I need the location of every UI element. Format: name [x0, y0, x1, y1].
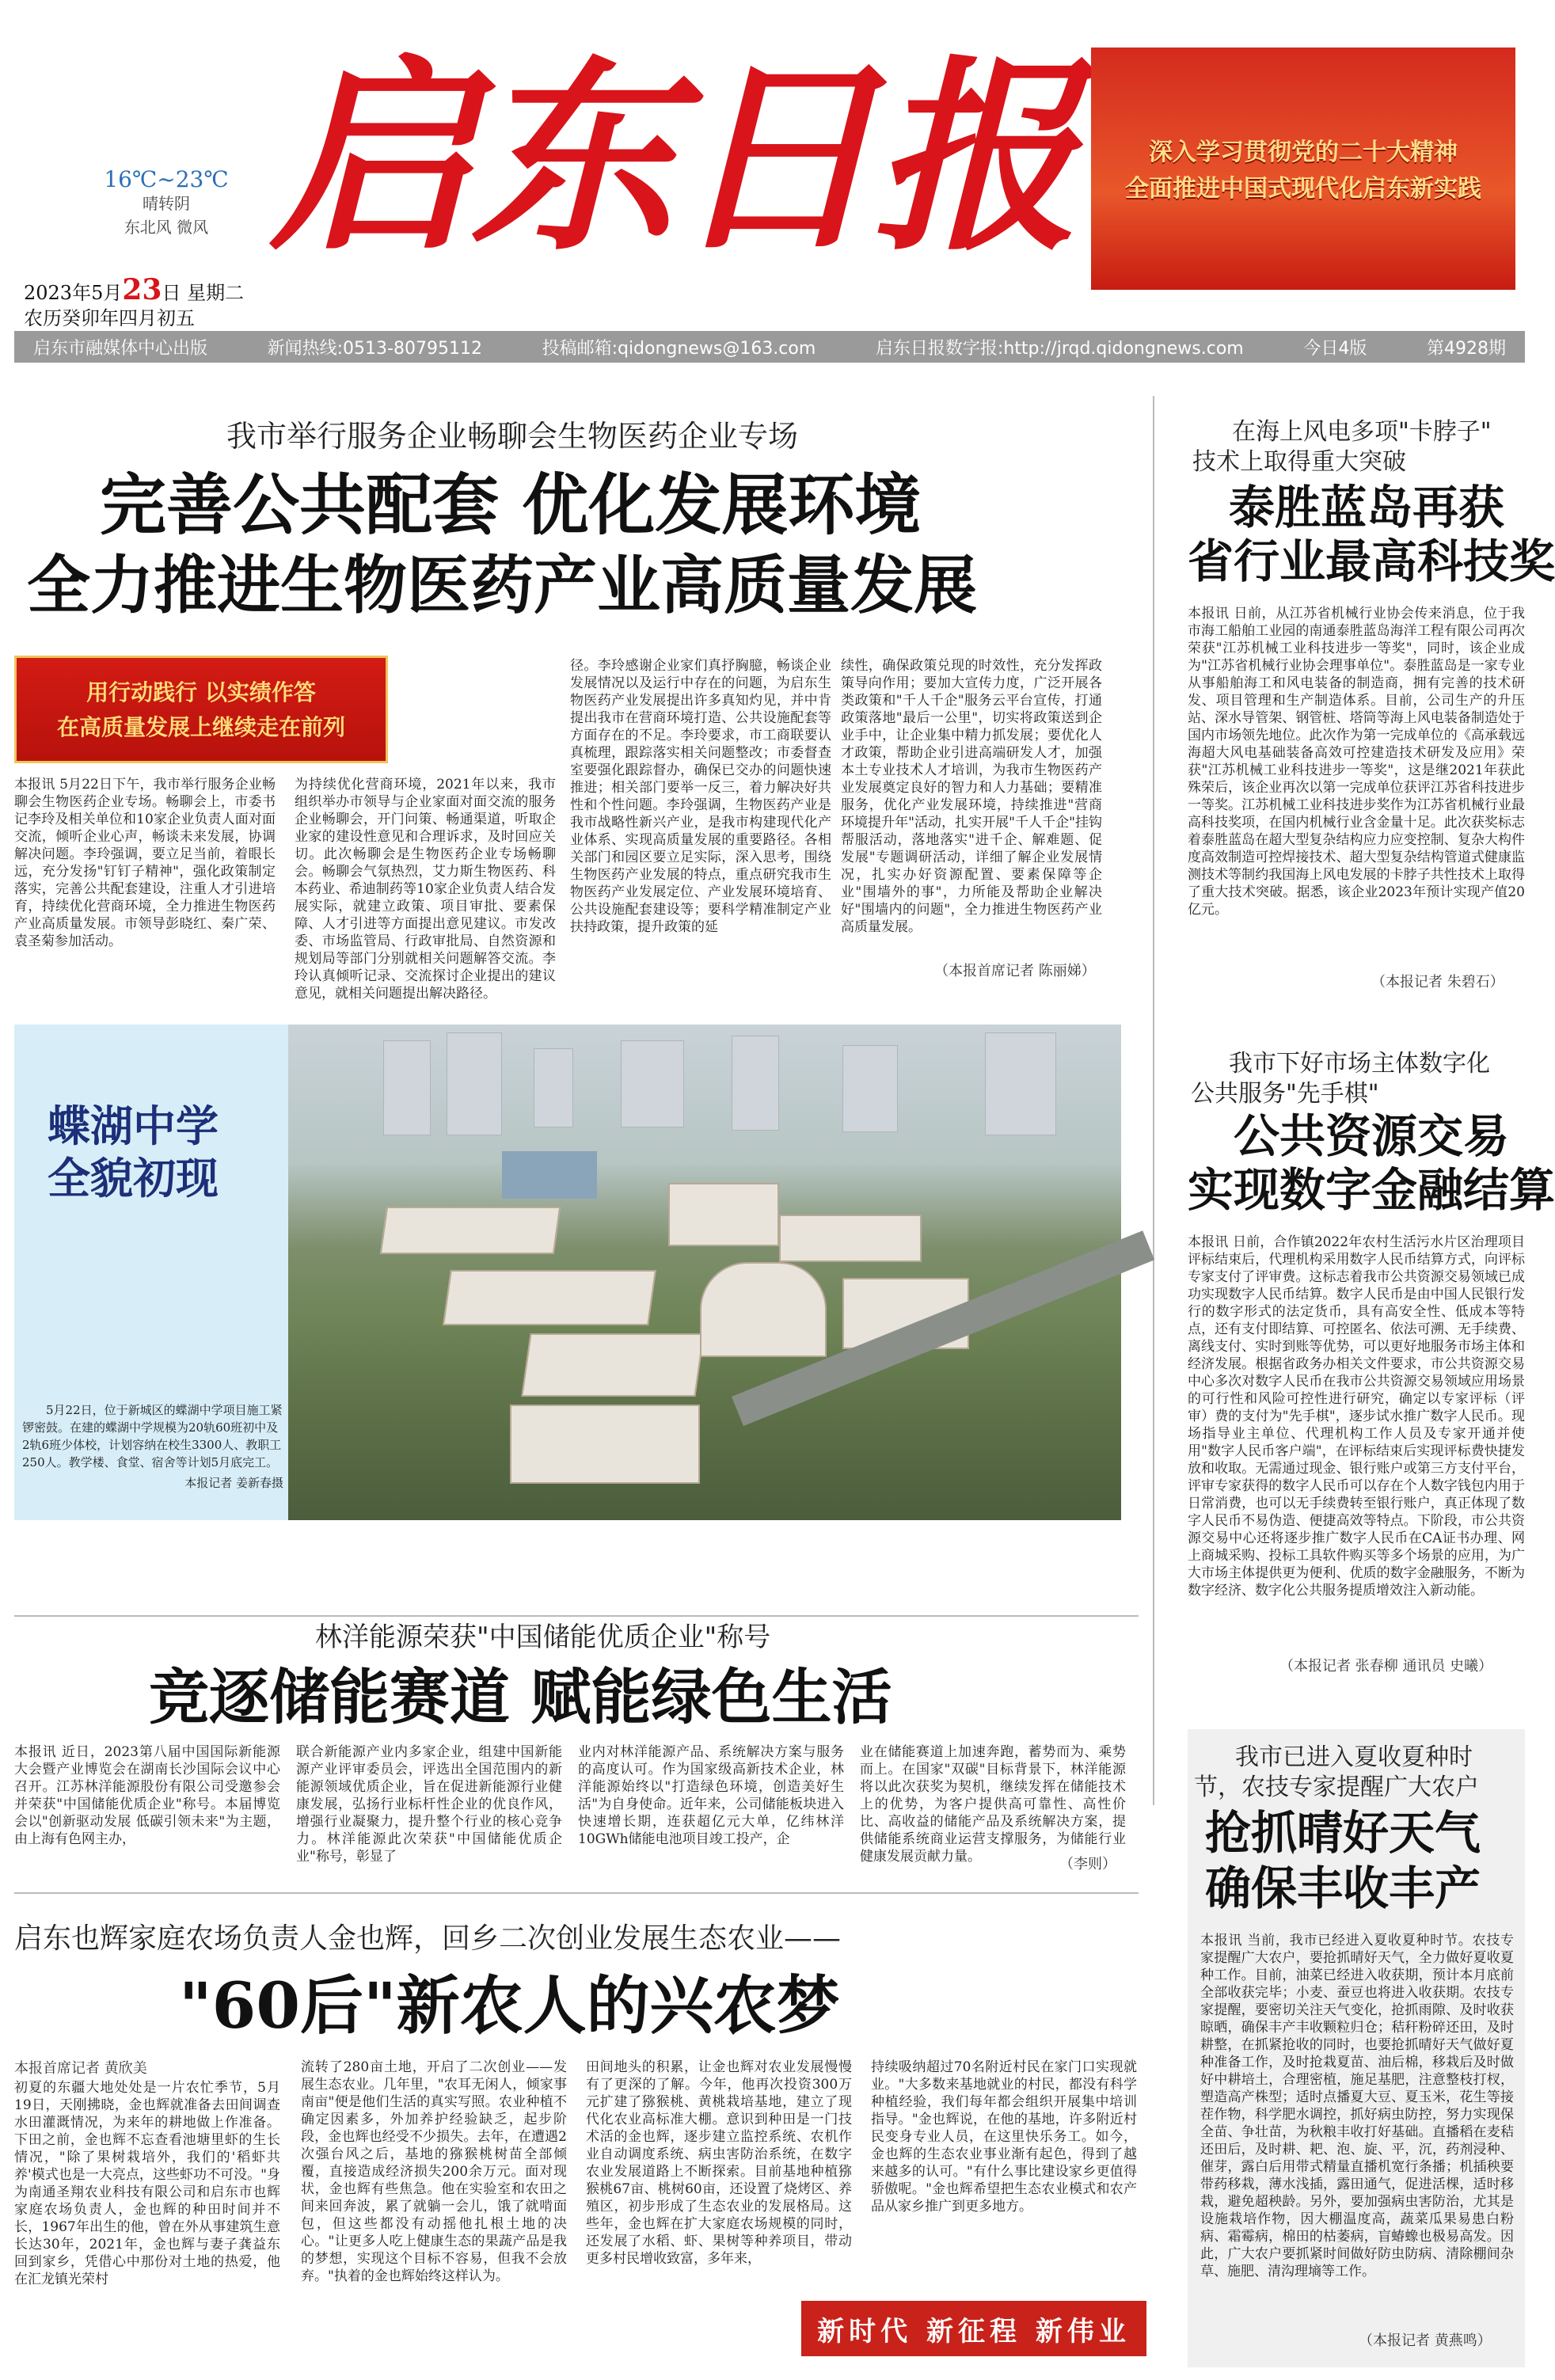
- newspaper-masthead: 启东日报: [269, 37, 1074, 279]
- story4-col-4: 持续吸纳超过70名附近村民在家门口实现就业。"大多数来基地就业的村民，都没有科学种植经验，我们每年都会组织开展集中培训指导。"金也辉说，在他的基地，许多附近村民变身专业人员，在这里快乐务工。如今，金也辉的生态农业事业渐有起色，得到了越来越多的认可。"有什么事比建设家乡更值得骄傲呢。"金也辉希望把生态农业模式和农产品从家乡推广到更多地方。: [871, 2059, 1137, 2215]
- photo-credit: 本报记者 姜新春摄: [184, 1476, 283, 1490]
- right3-kicker-2: 节，农技专家提醒广大农户: [1194, 1774, 1479, 1801]
- story3-byline: （李则）: [1059, 1856, 1116, 1872]
- page-count: 今日4版: [1303, 338, 1367, 359]
- photo-caption-text: 5月22日，位于新城区的蝶湖中学项目施工紧锣密鼓。在建的蝶湖中学规模为20轨60班初中及2轨6班少体校，计划容纳在校生3300人、教职工250人。教学楼、食堂、宿舍等计划5月底完工。: [22, 1403, 283, 1469]
- right3-byline: （本报记者 黄燕鸣）: [1359, 2332, 1492, 2349]
- lead-col-3: 径。李玲感谢企业家们真抒胸臆，畅谈企业发展情况以及运行中存在的问题，为启东生物医药产业发展提出许多真知灼见，并中肯提出我市在营商环境打造、公共设施配套等方面存在的不足。李玲要求，市工商联要认真梳理，跟踪落实相关问题整改；市委督查室要强化跟踪督办，确保已交办的问题快速推进；相关部门要举一反三，着力解决好共性和个性问题。李玲强调，生物医药产业是我市战略性新兴产业，是我市构建现代化产业体系、实现高质量发展的重要路径。各相关部门和园区要立足实际，深入思考，围绕生物医药产业发展的特点，重点研究我市生物医药产业发展定位、产业发展环境培育、公共设施配套建设等；要科学精准制定产业扶持政策，提升政策的延: [570, 658, 831, 935]
- date-day: 23: [122, 273, 162, 306]
- slogan-box: [14, 656, 388, 763]
- photo-title: [48, 1101, 219, 1205]
- column-divider: [1153, 396, 1154, 1805]
- slogan-banner: [1091, 48, 1515, 290]
- story3-col-4: 业在储能赛道上加速奔跑，蓄势而为、乘势而上。在国家"双碳"目标背景下，林洋能源将以此次获奖为契机，继续发挥在储能技术上的优势，为客户提供高可靠性、高性价比、高收益的储能产品及系统解决方案，提供储能系统商业运营支撑服务，为储能行业健康发展贡献力量。: [860, 1744, 1126, 1865]
- story3-headline: 竞逐储能赛道 赋能绿色生活: [149, 1662, 892, 1732]
- contact-email: 投稿邮箱:qidongnews@163.com: [542, 338, 816, 359]
- story3-col-2: 联合新能源产业内多家企业，组建中国新能源产业评审委员会，评选出全国范围内的新能源领域优质企业，旨在促进新能源行业健康发展，弘扬行业标杆性企业的优良作风，增强行业凝聚力，提升整个行业的核心竞争力。林洋能源此次荣获"中国储能优质企业"称号，彰显了: [296, 1744, 562, 1865]
- banner-line-1: 深入学习贯彻党的二十大精神: [1149, 139, 1458, 166]
- weather-box: [83, 168, 249, 239]
- right1-kicker-2: 技术上取得重大突破: [1192, 448, 1406, 476]
- date-box: [24, 273, 245, 331]
- lead-col-4: 续性，确保政策兑现的时效性，充分发挥政策导向作用；要加大宣传力度，广泛开展各类政策和"千人千企"服务云平台宣传，打通政策落地"最后一公里"，切实将政策送到企业手中，让企业集中精力抓发展；要优化人才政策，帮助企业引进高端研发人才，加强本土专业技术人才培训，为我市生物医药产业发展奠定良好的智力和人力基础；要精准服务，优化产业发展环境，持续推进"营商环境提升年"活动，扎实开展"千人千企"挂钩帮服活动，落地落实"进千企、解难题、促发展"专题调研活动，详细了解企业发展情况，扎实办好资源配置、要素保障等企业"围墙外的事"，力所能及帮助企业解决好"围墙内的问题"，全力推进生物医药产业高质量发展。: [841, 658, 1102, 935]
- right1-headline-1: 泰胜蓝岛再获: [1229, 481, 1505, 534]
- lead-headline-2: 全力推进生物医药产业高质量发展: [27, 549, 977, 622]
- section-divider-2: [14, 1892, 1139, 1894]
- lead-col-2-top: [295, 776, 556, 1002]
- lead-col-1: 本报讯 5月22日下午，我市举行服务企业畅聊会生物医药企业专场。畅聊会上，市委书记李玲及相关单位和10家企业负责人面对面交流，倾听企业心声，畅谈未来发展，协调解决问题。李玲强调，要立足当前，着眼长远，充分发扬"钉钉子精神"，强化政策制定落实，完善公共配套建设，注重人才引进培育，持续优化营商环境，全力推进生物医药产业高质量发展。市领导彭晓红、秦广荣、袁圣菊参加活动。: [14, 777, 276, 949]
- photo-title-2: 全貌初现: [48, 1154, 219, 1203]
- right2-body: 本报讯 日前，合作镇2022年农村生活污水片区治理项目评标结束后，代理机构采用数字人民币结算方式，向评标专家支付了评审费。这标志着我市公共资源交易领域已成功实现数字人民币结算。数字人民币是由中国人民银行发行的数字形式的法定货币，具有高安全性、低成本等特点，还有支付即结算、可控匿名、依法可溯、无手续费、离线支付、实时到账等优势，可以更好地服务市场主体和经济发展。根据省政务办相关文件要求，市公共资源交易中心多次对数字人民币在我市公共资源交易领域应用场景的可行性和风险可控性进行研究，确定以专家评标（评审）费的支付为"先手棋"，逐步试水推广数字人民币。现场指导业主单位、代理机构工作人员及专家开通并使用"数字人民币客户端"，在评标结束后实现评标费快捷发放和收取。无需通过现金、银行账户或第三方支付平台，评审专家获得的数字人民币可以存在个人数字钱包内用于日常消费，也可以无手续费转至银行账户，真正体现了数字人民币不易伪造、便捷高效等特点。下阶段，市公共资源交易中心还将逐步推广数字人民币在CA证书办理、网上商城采购、投标工具软件购买等多个场景的应用，为广大市场主体提供更为便利、优质的数字金融服务，不断为数字经济、数字化公共服务提质增效注入新动能。: [1188, 1234, 1525, 1599]
- right1-byline: （本报记者 朱碧石）: [1371, 974, 1504, 990]
- info-bar: [14, 331, 1525, 363]
- story4-headline: "60后"新农人的兴农梦: [179, 1968, 840, 2043]
- right2-headline-2: 实现数字金融结算: [1188, 1163, 1555, 1217]
- story4-byline: 本报首席记者 黄欣美: [14, 2060, 147, 2077]
- weather-wind: 东北风 微风: [124, 218, 209, 237]
- photo-title-1: 蝶湖中学: [48, 1101, 219, 1151]
- right3-headline-1: 抢抓晴好天气: [1205, 1806, 1481, 1860]
- right2-byline: （本报记者 张春柳 通讯员 史曦）: [1279, 1658, 1493, 1675]
- digital-edition-link[interactable]: 启东日报数字报:http://jrqd.qidongnews.com: [875, 338, 1244, 359]
- right2-kicker-2: 公共服务"先手棋": [1191, 1080, 1379, 1108]
- right3-headline-2: 确保丰收丰产: [1205, 1861, 1481, 1915]
- school-aerial-photo: [288, 1025, 1121, 1520]
- date-line: [24, 273, 245, 306]
- right2-kicker-1: 我市下好市场主体数字化: [1229, 1050, 1490, 1078]
- story4-col-1: 初夏的东疆大地处处是一片农忙季节，5月19日，天刚拂晓，金也辉就准备去田间调查水田灌溉情况，为来年的耕地做上作准备。下田之前，金也辉不忘查看池塘里虾的生长情况，"除了果树栽培外，我们的'稻虾共养'模式也是一大亮点，这些虾功不可没。"身为南通圣翔农业科技有限公司和启东市也辉家庭农场负责人，金也辉的种田时间并不长，1967年出生的他，曾在外从事建筑生意长达30年，2021年，金也辉与妻子龚益东回到家乡，凭借心中那份对土地的热爱，他在汇龙镇光荣村: [14, 2080, 280, 2287]
- story4-col-2: 流转了280亩土地，开启了二次创业——发展生态农业。几年里，"农耳无闲人，倾家事南亩"便是他们生活的真实写照。农业种植不确定因素多，外加养护经验缺乏，起步阶段，金也辉也经受不少损失。去年，在遭遇2次强台风之后，基地的猕猴桃树苗全部倾覆，直接造成经济损失200余万元。面对现状，金也辉有些焦急。他在实验室和农田之间来回奔波，累了就躺一会儿，饿了就啃面包，但这些都没有动摇他扎根土地的决心。"让更多人吃上健康生态的果蔬产品是我的梦想，实现这个目标不容易，但我不会放弃。"执着的金也辉始终这样认为。: [301, 2059, 567, 2284]
- right1-headline-2: 省行业最高科技奖: [1188, 534, 1555, 588]
- lead-byline: （本报首席记者 陈丽娣）: [934, 963, 1096, 979]
- weather-sky: 晴转阴: [143, 194, 190, 213]
- lead-kicker: 我市举行服务企业畅聊会生物医药企业专场: [226, 419, 799, 454]
- right3-body: 本报讯 当前，我市已经进入夏收夏种时节。农技专家提醒广大农户，要抢抓晴好天气，全力做好夏收夏种工作。目前，油菜已经进入收获期，预计本月底前全部收获完毕；小麦、蚕豆也将进入收获期。农技专家提醒，要密切关注天气变化，抢抓雨隙、及时收获晾晒，确保丰产丰收颗粒归仓；秸秆粉碎还田，及时耕整，在抓紧抢收的同时，也要抢抓晴好天气做好夏种准备工作，及时抢栽夏苗、油后棉，移栽后及时做好中耕培土，合理密植，施足基肥，注意整枝打杈，塑造高产株型；适时点播夏大豆、夏玉米，花生等接茬作物，科学肥水调控，抓好病虫防控，努力实现保全苗、争壮苗，为秋粮丰收打好基础。直播稻在麦秸还田后，及时耕、耙、泡、旋、平，沉，药剂浸种、催芽，露白后用带式精量直播机宽行条播；机插秧要带药移栽，薄水浅插，露田通气，促进活棵，适时移栽，避免超秧龄。另外，要加强病虫害防治，尤其是设施栽培作物，因大棚温度高，蔬菜瓜果易患白粉病、霜霉病，棉田的枯萎病，盲蝽蟓也极易高发。因此，广大农户要抓紧时间做好防虫防病、清除棚间杂草、施肥、清沟理墒等工作。: [1200, 1933, 1514, 2279]
- issue-number: 第4928期: [1426, 338, 1506, 359]
- date-suffix: 日 星期二: [162, 282, 245, 304]
- right1-body: 本报讯 日前，从江苏省机械行业协会传来消息，位于我市海工船舶工业园的南通泰胜蓝岛海洋工程有限公司再次荣获"江苏机械工业科技进步一等奖"，同时，该企业成为"江苏省机械行业协会理事单位"。泰胜蓝岛是一家专业从事船舶海工和风电装备的制造商，拥有完善的技术研发、项目管理和生产制造体系。目前，公司生产的升压站、深水导管架、钢管桩、塔筒等海上风电装备制造处于国内市场领先地位。此次作为第一完成单位的《高承载远海超大风电基础装备高效可控建造技术研发及应用》荣获"江苏机械工业科技进步一等奖"，这是继2021年获此殊荣后，该企业再次以第一完成单位获评江苏省科技进步一等奖。江苏机械工业科技进步奖作为江苏省机械行业最高科技奖项，在国内机械行业含金量十足。此次获奖标志着泰胜蓝岛在超大型复杂结构应力应变控制、复杂大构件度高效制造可控焊接技术、超大型复杂结构管道式健康监测技术等制约我国海上风电发展的卡脖子共性技术上取得了重大技术突破。据悉，该企业2023年预计实现产值20亿元。: [1188, 606, 1525, 918]
- photo-caption: [22, 1401, 283, 1492]
- news-hotline: 新闻热线:0513-80795112: [267, 338, 482, 359]
- slogan-box-line-2: 在高质量发展上继续走在前列: [56, 714, 345, 740]
- story3-col-1: 本报讯 近日，2023第八届中国国际新能源大会暨产业博览会在湖南长沙国际会议中心召开。江苏林洋能源股份有限公司受邀参会并荣获"中国储能优质企业"称号。本届博览会以"创新驱动发展 低碳引领未来"为主题，由上海有色网主办，: [14, 1744, 280, 1847]
- right1-kicker-1: 在海上风电多项"卡脖子": [1232, 418, 1492, 446]
- date-prefix: 2023年5月: [24, 282, 123, 304]
- lunar-date: 农历癸卯年四月初五: [24, 307, 195, 329]
- right2-headline-1: 公共资源交易: [1234, 1109, 1510, 1163]
- lead-col-2: 为持续优化营商环境，2021年以来，我市组织举办市领导与企业家面对面交流的服务企业畅聊会，开门问策、畅通渠道，听取企业家的建设性意见和合理诉求，及时回应关切。此次畅聊会是生物医药企业专场畅聊会。畅聊会气氛热烈，艾力斯生物医药、科本药业、希迪制药等10家企业负责人结合发展实际，就建立政策、项目审批、要素保障、人才引进等方面提出意见建议。市发改委、市场监管局、行政审批局、自然资源和规划局等部门分别就相关问题解答交流。李玲认真倾听记录、交流探讨企业提出的建议意见，就相关问题提出解决路径。: [295, 777, 556, 1002]
- story4-col-3: 田间地头的积累，让金也辉对农业发展慢慢有了更深的了解。今年，他再次投资300万元扩建了猕猴桃、黄桃栽培基地，建立了现代化农业高标准大棚。意识到种田是一门技术活的金也辉，逐步建立监控系统、农机作业自动调度系统、病虫害防治系统，在数字农业发展道路上不断探索。目前基地种植猕猴桃67亩、桃树60亩，还设置了烧烤区、养殖区，初步形成了生态农业的发展格局。这些年，金也辉在扩大家庭农场规模的同时，还发展了水稻、虾、果树等种养项目，带动更多村民增收致富，多年来，: [586, 2059, 852, 2267]
- banner-line-2: 全面推进中国式现代化启东新实践: [1125, 175, 1481, 203]
- weather-temp: 16℃~23℃: [104, 166, 229, 192]
- lead-headline-1: 完善公共配套 优化发展环境: [100, 466, 922, 544]
- story3-kicker: 林洋能源荣获"中国储能优质企业"称号: [315, 1622, 771, 1653]
- story3-col-3: 业内对林洋能源产品、系统解决方案与服务的高度认可。作为国家级高新技术企业，林洋能源始终以"打造绿色环境，创造美好生活"为自身使命。近年来，公司储能板块进入快速增长期，连获超亿元大单，亿纬林洋10GWh储能电池项目竣工投产，企: [578, 1744, 844, 1847]
- publisher: 启东市融媒体中心出版: [33, 338, 208, 359]
- story4-kicker: 启东也辉家庭农场负责人金也辉，回乡二次创业发展生态农业——: [14, 1922, 842, 1955]
- slogan-box-line-1: 用行动践行 以实绩作答: [86, 679, 316, 705]
- slogan-ribbon: 新时代 新征程 新伟业: [801, 2301, 1146, 2356]
- right3-kicker-1: 我市已进入夏收夏种时: [1235, 1743, 1473, 1771]
